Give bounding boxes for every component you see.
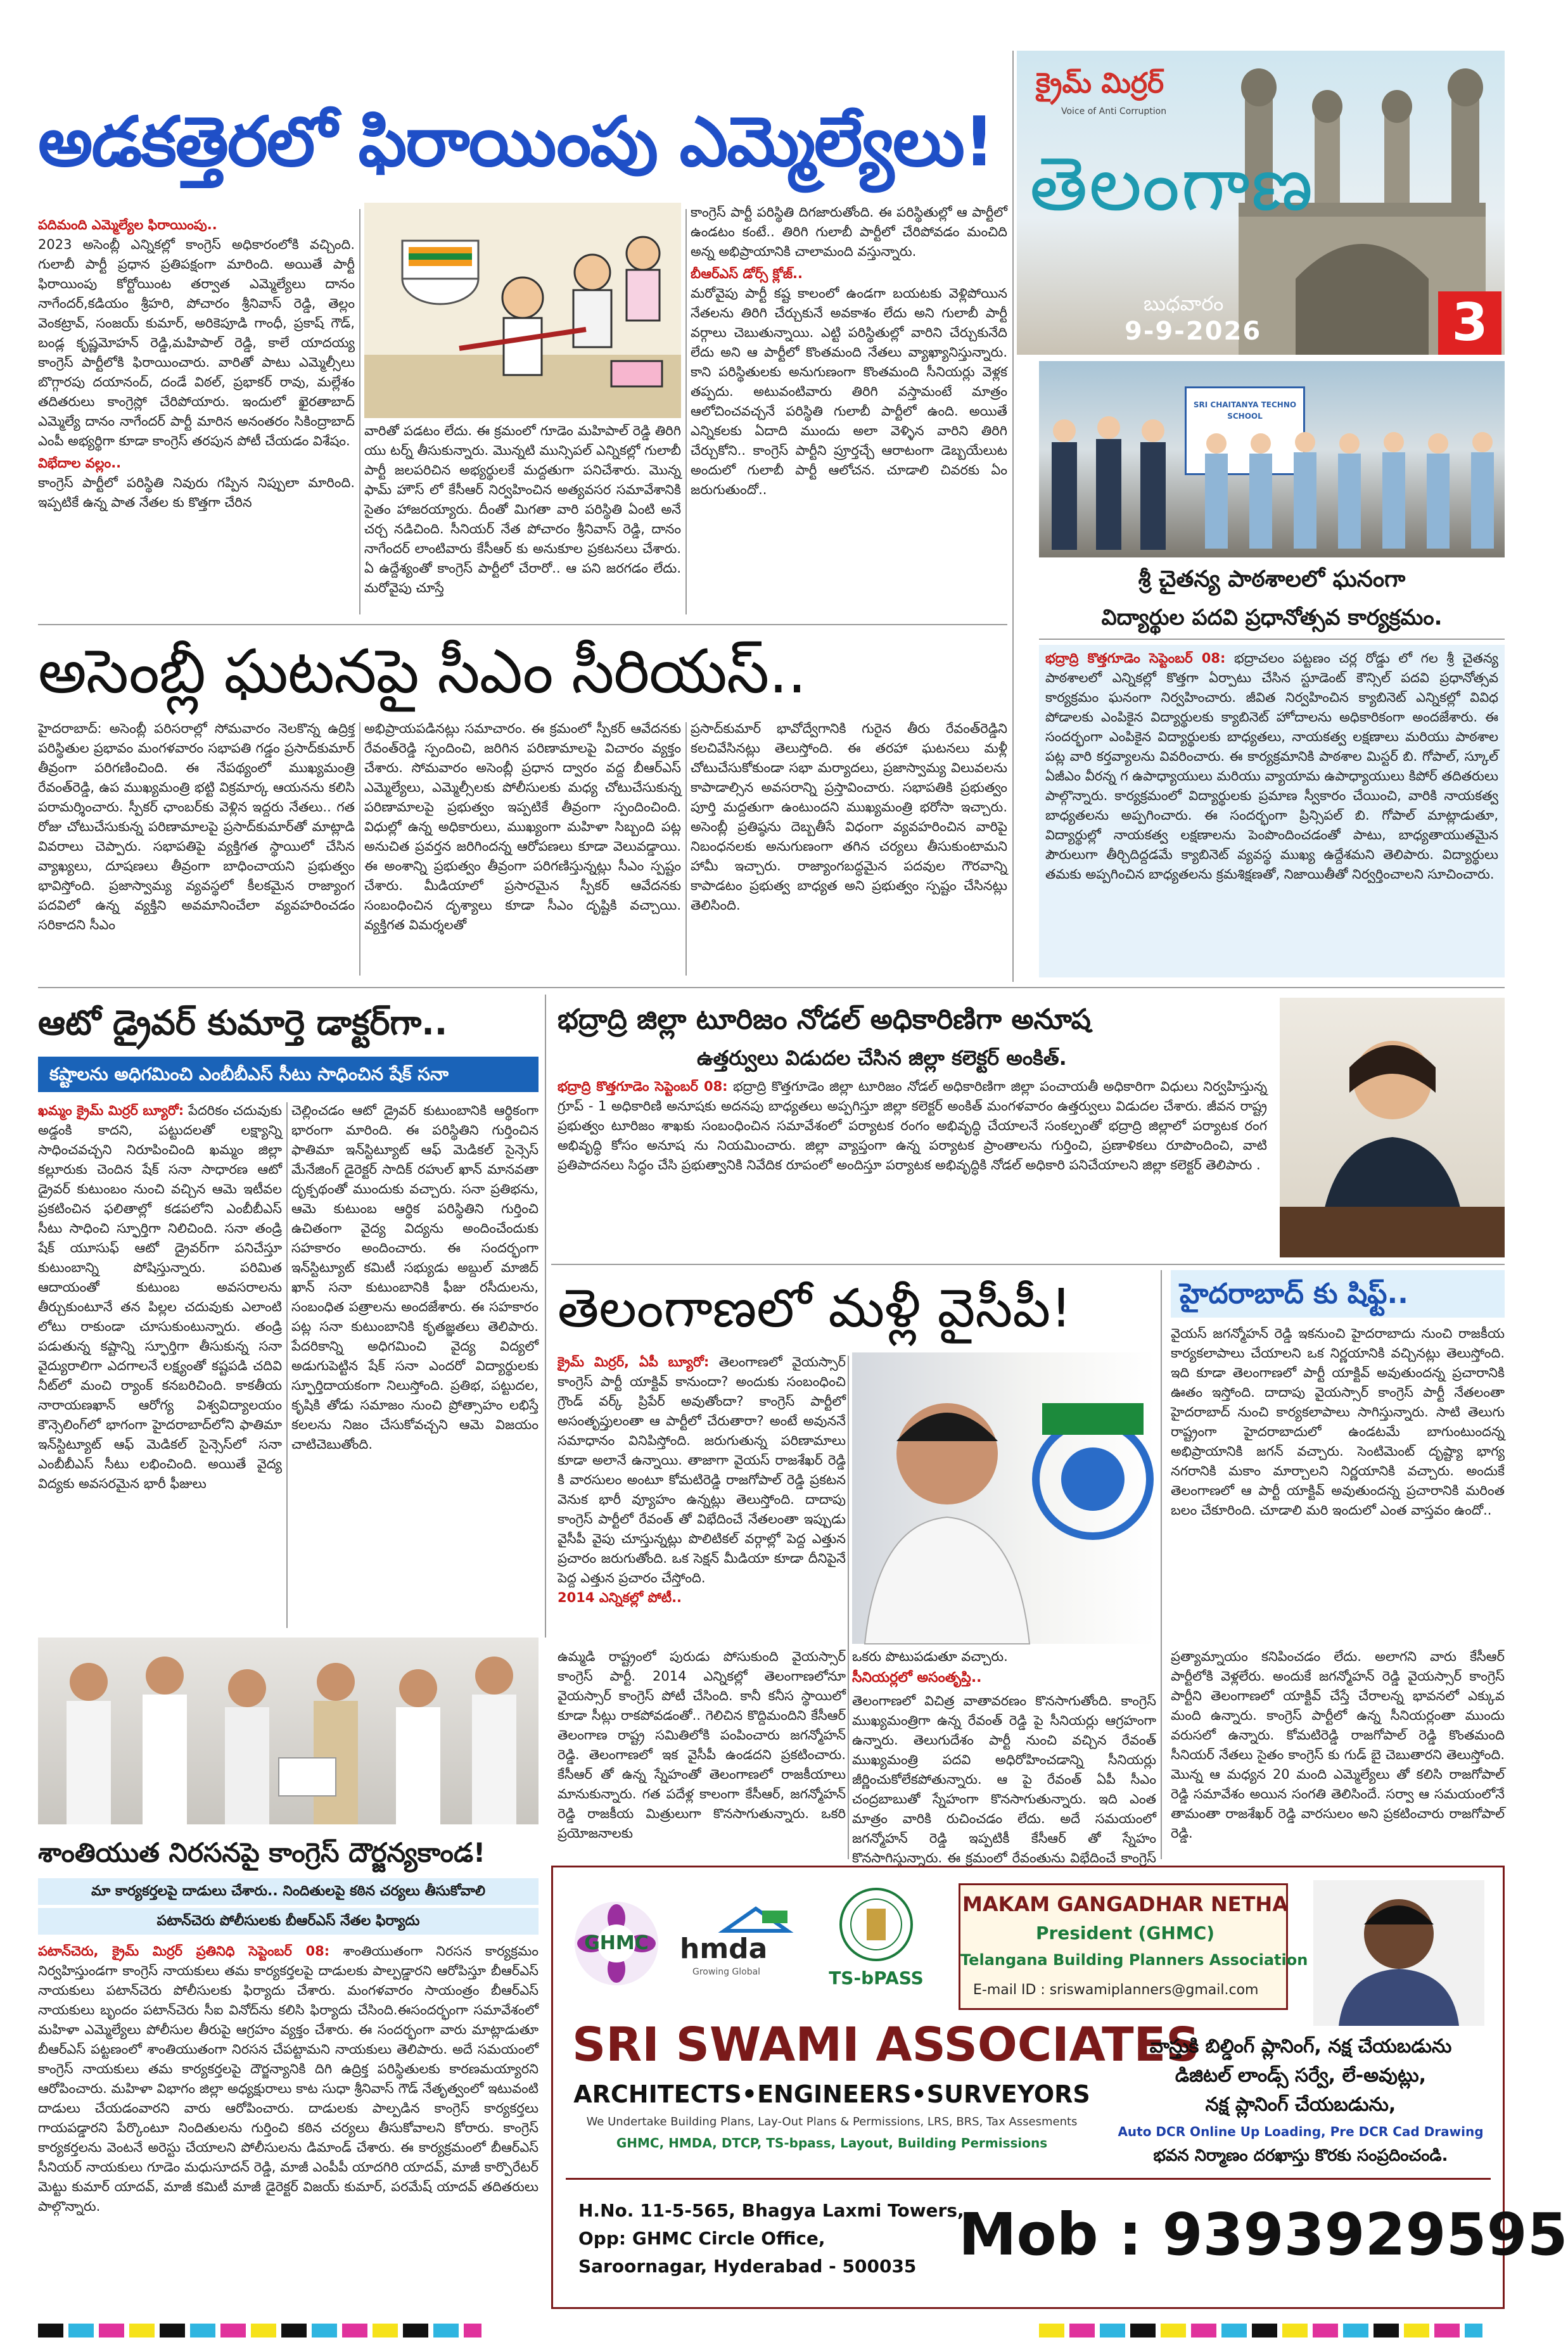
hyderabad-headline: హైదరాబాద్ కు షిఫ్ట్.. [1171, 1270, 1505, 1318]
story2-col1-text: హైదరాబాద్: అసెంబ్లీ పరిసరాల్లో సోమవారం నెలకొన్న ఉద్రిక్త పరిస్థితుల ప్రభావం మంగళవారం సభాపతి గడ్డం ప్రసాద్‌కుమార్ తీవ్రంగా పరిగణించింది. ఈ నేపథ్యంలో ముఖ్యమంత్రి రేవంత్‌రెడ్డి, ఉప ముఖ్యమంత్రి భట్టి విక్రమార్క ఆయనను కలిసి పరామర్శించారు. స్పీకర్ ఛాంబర్‌కు వెళ్లిన ఇద్దరు నేతలు.. గత రోజు చోటుచేసుకున్న పరిణామాలపై ప్రసాద్‌కుమార్‌తో మాట్లాడి వివరాలు చెప్పారు. సభాపతిపై వ్యక్తిగత స్థాయిలో చేసిన వ్యాఖ్యలు, దూషణలు తీవ్రంగా బాధించాయని ప్రభుత్వం భావిస్తోంది. ప్రజాస్వామ్య వ్యవస్థలో కీలకమైన రాజ్యాంగ పదవిలో ఉన్న వ్యక్తిని అవమానించేలా వ్యవహరించడం సరికాదని సీఎం [38, 721, 355, 932]
chaitanya-body [1039, 645, 1505, 977]
story2-col2-text: అభిప్రాయపడినట్లు సమాచారం. ఈ క్రమంలో స్పీకర్ ఆవేదనకు రేవంత్‌రెడ్డి స్పందించి, జరిగిన పరిణామాలపై విచారం వ్యక్తం చేశారు. సోమవారం అసెంబ్లీ ప్రధాన ద్వారం వద్ద బీఆర్‌ఎస్ ఎమ్మెల్యేలు, ఎమ్మెల్సీలకు పోలీసులకు మధ్య చోటుచేసుకున్న పరిణామాలపై ప్రభుత్వం ఇప్పటికే తీవ్రంగా స్పందించింది. విధుల్లో ఉన్న అధికారులు, ముఖ్యంగా మహిళా సిబ్బంది పట్ల అనుచిత ప్రవర్తన జరిగిందన్న ఆరోపణలు కూడా వెలువడ్డాయి. ఈ అంశాన్ని ప్రభుత్వం తీవ్రంగా పరిగణిస్తున్నట్లు సీఎం స్పష్టం చేశారు. మీడియాలో ప్రసారమైన స్పీకర్ ఆవేదనకు సంబంధించిన దృశ్యాలు కూడా సీఎం దృష్టికి వచ్చాయి. వ్యక్తిగత విమర్శలతో [364, 721, 681, 932]
protest-body [38, 1942, 539, 2309]
ysrcp-col2 [558, 1647, 846, 1859]
page-number: 3 [1438, 291, 1501, 355]
story1-col3-text: కాంగ్రెస్ పార్టీ పరిస్థితి దిగజారుతోంది. ఈ పరిస్థితుల్లో ఆ పార్టీలో ఉండటం కంటే.. తిరిగి గులాబీ పార్టీలో చేరిపోవడం మంచిది అన్న అభిప్రాయానికి చాలామంది వస్తున్నారు. [691, 205, 1007, 259]
chaitanya-caption-2: విద్యార్థుల పదవి ప్రధానోత్సవ కార్యక్రమం. [1101, 605, 1443, 630]
ad-services2: GHMC, HMDA, DTCP, TS-bpass, Layout, Building Permissions [616, 2135, 1048, 2151]
auto-col1-text: పేదరికం చదువుకు అడ్డంకి కాదని, పట్టుదలతో లక్ష్యాన్ని సాధించవచ్చని నిరూపించింది ఖమ్మం జిల్లా కల్లూరుకు చెందిన షేక్ సనా సాధారణ ఆటో డ్రైవర్ కుటుంబం నుంచి వచ్చిన ఆమె ఇటీవల ప్రకటించిన ఫలితాల్లో కడపలోని ఎంబీబీఎస్ సీటు సాధించి స్ఫూర్తిగా నిలిచింది. సనా తండ్రి షేక్ యూసుఫ్ ఆటో డ్రైవర్‌గా పనిచేస్తూ కుటుంబాన్ని పోషిస్తున్నారు. పరిమిత ఆదాయంతో కుటుంబ అవసరాలను తీర్చుకుంటూనే తన పిల్లల చదువుకు ఎలాంటి లోటు రాకుండా చూసుకుంటున్నారు. తండ్రి పడుతున్న కష్టాన్ని స్ఫూర్తిగా తీసుకున్న సనా వైద్యురాలిగా ఎదగాలనే లక్ష్యంతో కష్టపడి చదివి నీట్‌లో మంచి ర్యాంక్ కనబరిచింది. కాకతీయ నారాయణఖాన్ ఆరోగ్య విశ్వవిద్యాలయం కౌన్సెలింగ్‌లో భాగంగా హైదరాబాద్‌లోని ఫాతిమా ఇన్‌స్టిట్యూట్ ఆఫ్ మెడికల్ సైన్సెస్‌లో సనా ఎంబీబీఎస్ సీటు లభించింది. అయితే వైద్య విద్యకు అవసరమైన భారీ ఫీజులు [38, 1103, 282, 1491]
tourism-dateline: భద్రాద్రి కొత్తగూడెం సెప్టెంబర్ 08: [558, 1079, 728, 1094]
cartoon-illustration [364, 203, 681, 418]
story1-col2-text: వారితో పడటం లేదు. ఈ క్రమంలో గూడెం మహిపాల్ రెడ్డి తిరిగి యు టర్న్ తీసుకున్నారు. మొన్నటి మున్సిపల్ ఎన్నికల్లో గులాబీ పార్టీ జలపరిచిన అభ్యర్థులకే మద్దతుగా పనిచేశారు. మొన్న ఫామ్ హౌస్ లో కేసీఆర్ నిర్వహించిన అత్యవసర సమావేశానికి సైతం హాజరయ్యారు. దీంతో మిగతా వారి పరిస్థితి ఏంటి అనే చర్చ నడిచింది. సీనియర్ నేత పోచారం శ్రీనివాస్ రెడ్డి, దానం నాగేందర్ లాంటివారు కేసీఆర్ కు అనుకూల ప్రకటనలు చేశారు. ఏ ఉద్దేశ్యంతో కాంగ్రెస్ పార్టీలో చేరారో.. ఆ పని జరగడం లేదు. మరోవైపు చూస్తే [364, 423, 681, 595]
story2-col3-text: ప్రసాద్‌కుమార్ భావోద్వేగానికి గురైన తీరు రేవంత్‌రెడ్డిని కలచివేసినట్లు తెలుస్తోంది. ఈ తరహా ఘటనలు మళ్లీ చోటుచేసుకోకుండా సభా మర్యాదలు, ప్రజాస్వామ్య విలువలను కాపాడాల్సిన అవసరాన్ని ప్రస్తావించారు. సభాపతికి ప్రభుత్వం పూర్తి మద్దతుగా ఉంటుందని ముఖ్యమంత్రి భరోసా ఇచ్చారు. అసెంబ్లీ ప్రతిష్ఠను దెబ్బతీసే విధంగా వ్యవహరించిన వారిపై నిబంధనలకు అనుగుణంగా తగిన చర్యలు తీసుకుంటామని హామీ ఇచ్చారు. రాజ్యాంగబద్ధమైన పదవుల గౌరవాన్ని కాపాడటం ప్రభుత్వ బాధ్యత అని ప్రభుత్వం స్పష్టం చేసినట్లు తెలిసింది. [691, 721, 1007, 913]
ad-address3: Saroornagar, Hyderabad - 500035 [578, 2256, 917, 2277]
hmda-tagline: Growing Global [692, 1967, 761, 1977]
ysrcp-photo-caption: ఒకరు పొటుపడుతూ వచ్చారు. [852, 1649, 1008, 1664]
ad-telugu3: నక్ష ప్లానింగ్ చేయబడును, [1205, 2094, 1396, 2116]
ad-name-box [959, 1883, 1308, 2010]
ad-email: E-mail ID : sriswamiplanners@gmail.com [973, 1982, 1259, 1998]
hyderabad-col1-text: వైయస్ జగన్మోహన్ రెడ్డి ఇకనుంచి హైదరాబాదు నుంచి రాజకీయ కార్యకలాపాలు చేయాలని ఒక నిర్ణయానికి వచ్చినట్లు తెలుస్తోంది. ఇది కూడా తెలంగాణలో పార్టీ యాక్టివ్ అవుతుందన్న ప్రచారానికి ఊతం ఇస్తోంది. దాదాపు వైయస్సార్ కాంగ్రెస్ పార్టీ నేతలంతా హైదరాబాద్ నుంచి కార్యకలాపాలు సాగిస్తున్నారు. సాటి తెలుగు రాష్ట్రంగా హైదరాబాదులో ఉండటమే బాగుంటుందన్న అభిప్రాయానికి జగన్ వచ్చారు. సెంటిమెంట్ దృష్ట్యా భాగ్య నగరానికి మకాం మార్చాలని నిర్ణయానికి వచ్చారు. అందుకే తెలంగాణలో ఆ పార్టీ యాక్టివ్ అవుతుందన్న ప్రచారానికి మరింత బలం చేకూరింది. చూడాలి మరి ఇందులో ఎంత వాస్తవం ఉందో.. [1171, 1326, 1505, 1518]
chaitanya-banner: SRI CHAITANYA TECHNO SCHOOL [1193, 400, 1297, 421]
ysrcp-subhead1: 2014 ఎన్నికల్లో పోటీ.. [558, 1590, 682, 1605]
auto-headline: ఆటో డ్రైవర్ కుమార్తె డాక్టర్‌గా.. [38, 1003, 448, 1043]
headline-assembly: అసెంబ్లీ ఘటనపై సీఎం సీరియస్.. [38, 636, 806, 707]
ysrcp-headline: తెలంగాణలో మళ్లీ వైసీపీ! [558, 1277, 1072, 1339]
chaitanya-body-text: భద్రాచలం పట్టణం చర్ల రోడ్డు లో గల శ్రీ చైతన్య పాఠశాలలో ఎన్నికల్లో కొత్తగా ఏర్పాటు చేసిన స్టూడెంట్ కౌన్సిల్ పదవి ప్రధానోత్సవ కార్యక్రమం ఘనంగా నిర్వహించారు. జీవిత నిర్వహించిన క్యాబినెట్ ఎన్నికల్లో వివిధ పోడాలకు ఎంపికైన విద్యార్థులకు క్యాబినెట్ హోదాలను అధికారికంగా అందజేశారు. ఈ సందర్భంగా ఎంపికైన విద్యార్థులకు బాధ్యతలు, నాయకత్వ లక్షణాలు మరియు పాఠశాల పట్ల వారి కర్తవ్యాలను వివరించారు. ఈ కార్యక్రమానికి పాఠశాల మిస్టర్ బి. గోపాల్, స్కూల్ ఏజీఎం వీరన్న గ ఉపాధ్యాయులు మరియు వ్యాయామ ఉపాధ్యాయులు కిపోర్ తదితరులు పాల్గొన్నారు. కార్యక్రమంలో విద్యార్థులకు ప్రమాణ స్వీకారం చేయించి, వారికి నాయకత్వ బాధ్యతలను అప్పగించారు. ఈ సందర్భంగా ప్రిన్సిపల్ బి. గోపాల్ మాట్లాడుతూ, విద్యార్థుల్లో నాయకత్వ లక్షణాలను పెంపొందించడంతో పాటు, బాధ్యతాయుతమైన పౌరులుగా తీర్చిదిద్దడమే క్యాబినెట్ వ్యవస్థ ముఖ్య ఉద్దేశమని తెలిపారు. విద్యార్థులు తమకు అప్పగించిన బాధ్యతలను క్రమశిక్షణతో, నిజాయితీతో నిర్వర్తించాలని సూచించారు. [1045, 651, 1498, 882]
ad-person-name: MAKAM GANGADHAR NETHA [962, 1892, 1288, 1916]
story1-col1b-text: కాంగ్రెస్ పార్టీలో పరిస్థితి నివురు గప్పిన నిప్పులా మారింది. ఇప్పటికే ఉన్న పాత నేతల కు కొత్తగా చేరిన [38, 475, 355, 510]
hyderabad-col1 [1171, 1324, 1505, 1641]
ghmc-logo [572, 1899, 661, 1988]
registration-strip-right [1039, 2324, 1482, 2337]
ysrcp-leader-photo [852, 1352, 1156, 1644]
ghmc-logo-text: GHMC [584, 1932, 649, 1954]
ysrcp-subhead2: సీనియర్లలో అసంతృప్తి.. [852, 1670, 982, 1686]
auto-col1 [38, 1101, 282, 1633]
story1-subhead1: విభేదాల వల్లం.. [38, 455, 122, 471]
story1-col1 [38, 215, 355, 621]
ad-company-name: SRI SWAMI ASSOCIATES [572, 2018, 1200, 2072]
chaitanya-dateline: భద్రాద్రి కొత్తగూడెం సెప్టెంబర్ 08: [1045, 651, 1226, 666]
story2-col1 [38, 719, 355, 982]
tourism-headline: భద్రాద్రి జిల్లా టూరిజం నోడల్ అధికారిణిగా అనూష [558, 1003, 1091, 1036]
ysrcp-col1-text: తెలంగాణలో వైయస్సార్ కాంగ్రెస్ పార్టీ యాక్టివ్ కానుందా? అందుకు సంబంధించి గ్రౌండ్ వర్క్ ప్రిపేర్ అవుతోందా? కాంగ్రెస్ పార్టీలో అసంతృప్తులంతా ఆ పార్టీలో చేరుతారా? అంటే అవుననే సమాధానం వినిపిస్తోంది. జరుగుతున్న పరిణామాలు కూడా అలానే ఉన్నాయి. తాజాగా వైయస్ రాజశేఖర్ రెడ్డి కి వారసులం అంటూ కోమటిరెడ్డి రాజగోపాల్ రెడ్డి ప్రకటన వెనుక భారీ వ్యూహం ఉన్నట్లు తెలుస్తోంది. దాదాపు కాంగ్రెస్ పార్టీలో రేవంత్ తో విభేదించే నేతలంతా ఇప్పుడు వైసీపీ వైపు చూస్తున్నట్లు పొలిటికల్ వర్గాల్లో పెద్ద ఎత్తున ప్రచారం జరుగుతోంది. ఒక సెక్షన్ మీడియా కూడా దీనిపైనే పెద్ద ఎత్తున ప్రచారం చేస్తోంది. [558, 1354, 846, 1586]
ad-person-photo [1313, 1880, 1484, 2026]
story2-col2 [364, 719, 681, 982]
auto-col2 [291, 1101, 539, 1633]
ysrcp-col3 [852, 1691, 1156, 1866]
hyderabad-col2-text: ప్రత్యామ్నాయం కనిపించడం లేదు. అలాగని వారు కేసీఆర్ పార్టీలోకి వెళ్లలేరు. అందుకే జగన్మోహన్ రెడ్డి వైయస్సార్ కాంగ్రెస్ పార్టీని తెలంగాణలో యాక్టివ్ చేస్తే చేరాలన్న భావనలో ఎక్కువ మంది ఉన్నారు. కాంగ్రెస్ పార్టీలో ఉన్న సీనియర్లంతా ముందు వరుసలో ఉన్నారు. కోమటిరెడ్డి రాజగోపాల్ రెడ్డి కొంతమంది సీనియర్ నేతలు సైతం కాంగ్రెస్ కు గుడ్ బై చెబుతారని తెలుస్తోంది. మొన్న ఆ మధ్యన 20 మంది ఎమ్మెల్యేలు తో కలిసి రాజగోపాల్ రెడ్డి సమావేశం అయిన సంగతి తెలిసిందే. సర్వా ఆ సమయంలోనే తామంతా రాజశేఖర్ రెడ్డి వారసులం అని ప్రకటించారు రాజగోపాల్ రెడ్డి. [1171, 1649, 1505, 1841]
ad-services1: We Undertake Building Plans, Lay-Out Plans & Permissions, LRS, BRS, Tax Assesments [586, 2115, 1078, 2128]
ad-auto-dcr: Auto DCR Online Up Loading, Pre DCR Cad Drawing [1118, 2124, 1484, 2139]
ts-bpass-text: TS-bPASS [829, 1968, 924, 1988]
protest-headline: శాంతియుత నిరసనపై కాంగ్రెస్ దౌర్జన్యకాండ! [38, 1837, 486, 1868]
ysrcp-dateline: క్రైమ్ మిర్రర్, ఏపీ బ్యూరో: [558, 1354, 710, 1370]
advertisement [551, 1866, 1568, 2309]
main-headline: అడకత్తెరలో ఫిరాయింపు ఎమ్మెల్యేలు! [38, 103, 994, 182]
ts-bpass-logo [819, 1886, 933, 1994]
hmda-logo [680, 1905, 806, 1981]
story1-subhead2: బీఆర్ఎస్ డోర్స్ క్లోజ్.. [691, 266, 803, 281]
tourism-body-text: భద్రాద్రి కొత్తగూడెం జిల్లా టూరిజం నోడల్ అధికారిణిగా జిల్లా పంచాయతీ అధికారిగా విధులు నిర్వహిస్తున్న గ్రూప్ - 1 అధికారిణి అనూషకు అదనపు బాధ్యతలు అప్పగిస్తూ జిల్లా కలెక్టర్ అంకిత్ మంగళవారం ఉత్తర్వులు విడుదల చేశారు. జీవ‌న రాష్ట్ర ప్రభుత్వం టూరిజం శాఖకు సంబంధించిన సమావేశంలో పర్యాటక రంగం అభివృద్ధి చేయాలనే సంకల్పంతో భద్రాద్రి జిల్లాలో పర్యాటక రంగ అభివృద్ధి కోసం అనూష ను నియమించారు. జిల్లా వ్యాప్తంగా ఉన్న పర్యాటక ప్రాంతాలను గుర్తించి, ప్రణాళికలు రూపొందించి, వాటి ప్రతిపాదనలు సిద్ధం చేసి ప్రభుత్వానికి నివేదిక రూపంలో అందిస్తూ పర్యాటక అభివృద్ధికి నోడల్ అధికారి పనిచేయాలని జిల్లా కలెక్టర్ తెలిపారు . [558, 1079, 1267, 1173]
tourism-body [558, 1077, 1267, 1257]
auto-subheadline: కష్టాలను అధిగమించి ఎంబీబీఎస్ సీటు సాధించిన షేక్ సనా [38, 1057, 539, 1092]
ysrcp-col1 [558, 1352, 846, 1619]
auto-dateline: ఖమ్మం క్రైమ్ మిర్రర్ బ్యూరో: [38, 1103, 184, 1118]
story1-col3b-text: మరోవైపు పార్టీ కష్ట కాలంలో ఉండగా బయటకు వెళ్లిపోయిన నేతలను తిరిగి చేర్చుకునే అవకాశం లేదు అని గులాబీ పార్టీ వర్గాలు చెబుతున్నాయి. ఎట్టి పరిస్థితుల్లో వారిని చేర్చుకునేది లేదు అని ఆ పార్టీలో కొంతమంది నేతలు వ్యాఖ్యానిస్తున్నారు. కాని పరిస్థితులకు అనుగుణంగా కొంతమంది సీనియర్లు వెళ్లక తప్పదు. అటువంటివారు తిరిగి వస్తామంటే మాత్రం ఆలోచించవచ్చనే పరిస్థితి గులాబీ పార్టీలో ఉంది. అయితే ఎన్నికలకు ఏదాది ముందు అలా వెళ్ళిన వారిని తిరిగి చేర్చుకోని.. కాంగ్రెస్ పార్టీని ప్రూర్తచ్చే ఆరాటంగా డెబ్బయేలుట అందులో గులాబీ పార్టీ ఆలోచన. చూడాలి చివరకు ఏం జరుగుతుందో.. [691, 286, 1007, 497]
ad-address2: Opp: GHMC Circle Office, [578, 2228, 825, 2249]
ad-mobile: Mob : 9393929595 [959, 2201, 1568, 2268]
registration-strip-left [38, 2324, 481, 2337]
masthead-tagline: Voice of Anti Corruption [1061, 106, 1167, 117]
masthead-date: 9-9-2026 [1125, 317, 1262, 346]
protest-body-text: శాంతియుతంగా నిరసన కార్యక్రమం నిర్వహిస్తుండగా కాంగ్రెస్ నాయకులు తమ కార్యకర్తలపై దాడులకు పాల్పడ్డారని ఆరోపిస్తూ బీఆర్ఎస్ నాయకులు పటాన్‌చెరు పోలీసులకు ఫిర్యాదు చేశారు. మంగళవారం సాయంత్రం బీఆర్ఎస్ నాయకులు బృందం పటాన్‌చెరు సీఐ వినోద్‌ను కలిసి ఫిర్యాదు చేసింది.ఈసందర్భంగా సమావేశంలో మహిళా ఎమ్మెల్యేలు పోలీసుల తీరుపై ఆగ్రహం వ్యక్తం చేశారు. ఈ సందర్భంగా వారు మాట్లాడుతూ బీఆర్ఎస్ పట్టణంలో శాంతియుతంగా నిరసన చేపట్టామని నాయకులు తెలిపారు. అదే సమయంలో కాంగ్రెస్ నాయకులు తమ కార్యకర్తలపై దౌర్జన్యానికి దిగి ఉద్రిక్త పరిస్థితులకు కారణమయ్యారని ఆరోపించారు. మహిళా విభాగం జిల్లా అధ్యక్షురాలు కాట సుధా శ్రీనివాస్ గౌడ్ నేతృత్వంలో ఇటువంటి దాడులు చేయడంవారని వారు ఆరోపించారు. దాడులకు పాల్పడిన కాంగ్రెస్ కార్యకర్తలు గాయపడ్డారని పేర్కొంటూ నిందితులను గుర్తించి కఠిన చర్యలు తీసుకోవాలని కోరారు. కాంగ్రెస్ కార్యకర్తలను వెంటనే అరెస్టు చేయాలని పోలీసులను డిమాండ్ చేశారు. ఈ కార్యక్రమంలో బీఆర్ఎస్ సీనియర్ నాయకులు గూడెం మధుసూదన్ రెడ్డి, మాజీ ఎంపీపీ యాదగిరి యాదవ్, మాజీ కార్పొరేటర్ మెట్టు కుమార్ యాదవ్, మాజీ కమిటీ మాజీ డైరెక్టర్ విజయ్ కుమార్, పరమేష్ యాదవ్ తదితరులు పాల్గొన్నారు. [38, 1943, 539, 2214]
ad-telugu4: భవన నిర్మాణం దరఖాస్తు కొరకు సంప్రదించండి. [1153, 2146, 1448, 2165]
protest-sub1: మా కార్యకర్తలపై దాడులు చేశారు.. నిందితులపై కఠిన చర్యలు తీసుకోవాలి [38, 1878, 539, 1905]
tourism-officer-photo [1280, 998, 1505, 1257]
story1-col1-text: 2023 అసెంబ్లీ ఎన్నికల్లో కాంగ్రెస్ అధికారంలోకి వచ్చింది. గులాబీ పార్టీ ప్రధాన ప్రతిపక్షంగా మారింది. అయితే పార్టీ ఫిరాయింపు కోర్టోయింట తర్వాత ఎమ్మెల్యేలు దానం నాగేందర్,కడియం శ్రీహరి, పోచారం శ్రీనివాస్ రెడ్డి, తెల్లం వెంకట్రావ్, సంజయ్ కుమార్, అరికెపూడి గాంధీ, ప్రకాష్ గౌడ్, బండ్ల కృష్ణమోహన్ రెడ్డి,మహిపాల్ రెడ్డి, కాలే యాదయ్య కాంగ్రెస్ పార్టీలోకి ఫిరాయించారు. వారితో పాటు ఎమ్మెల్సీలు బొగ్గారపు దయానంద్, దండే విఠల్, ప్రభాకర్ రావు, మల్లేశం తదితరులు కాంగ్రెస్లో చేరిపోయారు. ఇందులో ఖైరతాబాద్ ఎమ్మెల్యే దానం నాగేందర్ పార్టీ మారిన అనంతరం సికింద్రాబాద్ ఎంపీ అభ్యర్థిగా కూడా కాంగ్రెస్ తరపున పోటీ చేయడం విశేషం. [38, 237, 355, 448]
ad-company-tagline: ARCHITECTS•ENGINEERS•SURVEYORS [573, 2080, 1090, 2108]
masthead-edition: తెలంగాణ [1029, 140, 1315, 227]
chaitanya-photo [1039, 361, 1505, 557]
ad-person-title2: Telangana Building Planners Association [960, 1951, 1308, 1969]
masthead [1017, 51, 1505, 355]
story1-dateline: పదిమంది ఎమ్మెల్యేల ఫిరాయింపు.. [38, 217, 217, 232]
story1-col2 [364, 421, 681, 621]
ysrcp-col2-text: ఉమ్మడి రాష్ట్రంలో పురుడు పోసుకుంది వైయస్సార్ కాంగ్రెస్ పార్టీ. 2014 ఎన్నికల్లో తెలంగాణలోనూ వైయస్సార్ కాంగ్రెస్ పోటీ చేసింది. కానీ కనీస స్థాయిలో కూడా సీట్లు రాకపోవడంతో.. గెలిచిన కొద్దిమందిని కేసీఆర్ తెలంగాణ రాష్ట్ర సమితిలోకి పంపించారు జగన్మోహన్ రెడ్డి. తెలంగాణలో ఇక వైసీపీ ఉండదని ప్రకటించారు. కేసీఆర్ తో ఉన్న స్నేహంతో తెలంగాణలో రాజకీయాలు మానుకున్నారు. గత పదేళ్ల కాలంగా కేసీఆర్, జగన్మోహన్ రెడ్డి రాజకీయ మిత్రులుగా కొనసాగుతున్నారు. ఒకరి ప్రయోజనాలకు [558, 1649, 846, 1841]
hyderabad-col2 [1171, 1647, 1505, 1859]
protest-sub2: పటాన్‌చెరు పోలీసులకు బీఆర్ఎస్ నేతల ఫిర్యాదు [38, 1908, 539, 1935]
masthead-brand: క్రైమ్ మిర్రర్ [1036, 67, 1164, 99]
chaitanya-caption-1: శ్రీ చైతన్య పాఠశాలలో ఘనంగా [1138, 566, 1406, 592]
tourism-subheadline: ఉత్తర్వులు విడుదల చేసిన జిల్లా కలెక్టర్ అంకిత్. [697, 1046, 1067, 1070]
protest-dateline: పటాన్‌చెరు, క్రైమ్ మిర్రర్ ప్రతినిధి సెప్టెంబర్ 08: [38, 1943, 330, 1959]
story1-col3 [691, 203, 1007, 621]
hmda-logo-text: hmda [680, 1933, 768, 1965]
auto-col2-text: చెల్లించడం ఆటో డ్రైవర్ కుటుంబానికి ఆర్థికంగా భారంగా మారింది. ఈ పరిస్థితిని గుర్తించిన ఫాతిమా ఇన్‌స్టిట్యూట్ ఆఫ్ మెడికల్ సైన్సెస్ మేనేజింగ్ డైరెక్టర్ సాదిక్ రహుల్ ఖాన్ మానవతా దృక్పథంతో ముందుకు వచ్చారు. సనా ప్రతిభను, ఆమె కుటుంబ ఆర్థిక పరిస్థితిని గుర్తించి ఉచితంగా వైద్య విద్యను అందించేందుకు సహకారం అందించారు. ఈ సందర్భంగా ఇన్‌స్టిట్యూట్ కమిటీ సభ్యుడు అబ్దుల్ మాజిద్ ఖాన్ సనా కుటుంబానికి ఫీజు రసీదులను, సంబంధిత పత్రాలను అందజేశారు. ఈ సహకారం పట్ల సనా కుటుంబానికి కృతజ్ఞతలు తెలిపారు. పేదరికాన్ని అధిగమించి వైద్య విద్యలో అడుగుపెట్టిన షేక్ సనా ఎందరో విద్యార్థులకు స్ఫూర్తిదాయకంగా నిలుస్తోంది. ప్రతిభ, పట్టుదల, కృషికి తోడు సమాజం నుంచి ప్రోత్సాహం లభిస్తే కలలను నిజం చేసుకోవచ్చని ఆమె విజయం చాటిచెబుతోంది. [291, 1103, 539, 1452]
ad-address1: H.No. 11-5-565, Bhagya Laxmi Towers, [578, 2200, 964, 2221]
ad-telugu1: వాస్తుకి బిల్డింగ్ ప్లానింగ్, నక్ష చేయబడును [1149, 2035, 1452, 2058]
ad-telugu2: డిజిటల్ లాండ్స్ సర్వే, లే-అవుట్లు, [1175, 2064, 1427, 2087]
protest-photo [38, 1638, 539, 1824]
ad-person-title1: President (GHMC) [1035, 1923, 1215, 1943]
story2-col3 [691, 719, 1007, 982]
ysrcp-col3-text: తెలంగాణలో విచిత్ర వాతావరణం కొనసాగుతోంది. కాంగ్రెస్ ముఖ్యమంత్రిగా ఉన్న రేవంత్ రెడ్డి పై సీనియర్లు ఆగ్రహంగా ఉన్నారు. తెలుగుదేశం పార్టీ నుంచి వచ్చిన రేవంత్ ముఖ్యమంత్రి పదవి అధిరోహించడాన్ని సీనియర్లు జీర్ణించుకోలేకపోతున్నారు. ఆ పై రేవంత్ ఏపీ సీఎం చంద్రబాబుతో స్నేహంగా కొనసాగుతున్నారు. ఇది ఎంత మాత్రం వారికి రుచించడం లేదు. అదే సమయంలో జగన్మోహన్ రెడ్డి ఇప్పటికీ కేసీఆర్ తో స్నేహం కొనసాగిస్తున్నారు. ఈ క్రమంలో రేవంతును విభేదించే కాంగ్రెస్ [852, 1693, 1156, 1866]
masthead-day: బుధవారం [1144, 291, 1224, 315]
